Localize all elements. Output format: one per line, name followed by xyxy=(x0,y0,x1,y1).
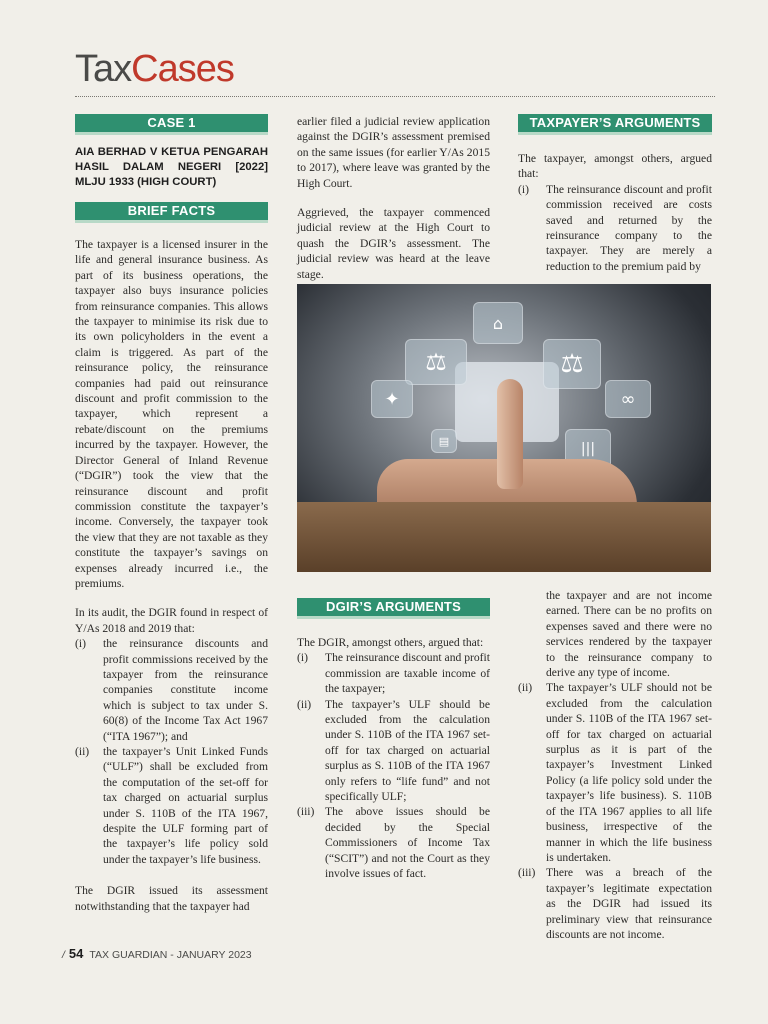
column-1 xyxy=(75,114,268,914)
finger-shape xyxy=(497,379,523,489)
audit-intro-paragraph: In its audit, the DGIR found in respect of Y/As 2018 and 2019 that: xyxy=(75,606,268,635)
audit-findings-list xyxy=(75,636,268,867)
section-title xyxy=(75,50,234,88)
desk-shape xyxy=(297,502,711,572)
scales-icon: ⚖ xyxy=(543,339,601,389)
argument-continuation: the taxpayer and are not income earned. There can be no profits on expenses saved and there were no services rendered by the taxpayer to the reinsurance company to derive any type of income. xyxy=(546,589,712,680)
aggrieved-paragraph: Aggrieved, the taxpayer commenced judicial review at the High Court to quash the DGIR’s assessment. The judicial review was heard at the leave stage. xyxy=(297,206,490,281)
page-footer xyxy=(62,946,252,961)
page-number: 54 xyxy=(68,946,84,961)
dgir-arguments-list xyxy=(297,650,490,881)
column-3-bottom xyxy=(518,588,712,942)
publication-name: TAX GUARDIAN - JANUARY 2023 xyxy=(89,949,252,961)
column-2-bottom xyxy=(297,598,490,882)
list-item: (ii) the taxpayer’s Unit Linked Funds (“ULF”) shall be excluded from the computation of the set-off for tax charged on actuarial surplus under S. 110B of the ITA 1967, despite the ULF forming part of the taxpayer’s life policy sold under the taxpayer’s life business. xyxy=(75,745,268,866)
document-icon: ▤ xyxy=(431,429,457,453)
list-item: (iii) The above issues should be decided by the Special Commissioners of Income Tax (“SCIT”) and not the Court as they involve issues of fact. xyxy=(297,805,490,881)
list-item: (iii) There was a breach of the taxpayer’s legitimate expectation as the DGIR had issued its preliminary view that reinsurance discounts are not income. xyxy=(518,866,712,941)
brief-facts-paragraph: The taxpayer is a licensed insurer in the life and general insurance business. As part of its business operations, the taxpayer also buys insurance policies from reinsurance companies. This allows the taxpayer to minimise its risk due to its own policyholders in the event a claim is triggered. As part of the reinsurance policy, the reinsurance companies had paid out reinsurance discount and profit commission to the taxpayer, which represent a rebate/discount on the premiums incurred by the taxpayer. However, the Director General of Inland Revenue (“DGIR”) took the view that the reinsurance discount and profit commission constitute the taxpayer’s income. Conversely, the taxpayer took the view that they are not taxable as they constitute the taxpayer’s savings on expenses already incurred i.e., the premiums. xyxy=(75,238,268,590)
list-item: (i) The reinsurance discount and profit commission are taxable income of the taxpayer; xyxy=(297,651,490,696)
dgir-arguments-banner: DGIR’S ARGUMENTS xyxy=(297,598,490,619)
header-rule xyxy=(75,96,715,97)
building-icon: ⌂ xyxy=(473,302,523,344)
assessment-paragraph: The DGIR issued its assessment notwithstanding that the taxpayer had xyxy=(75,884,268,913)
handcuffs-icon: ∞ xyxy=(605,380,651,418)
dgir-intro-paragraph: The DGIR, amongst others, argued that: xyxy=(297,636,484,649)
list-item: (ii) The taxpayer’s ULF should be excluded from the calculation under S. 110B of the ITA 1967 set-off for tax charged on actuarial surplus as S. 110B of the ITA 1967 only refers to “life fund” and not specifically ULF; xyxy=(297,697,490,804)
taxpayer-arguments-list-top xyxy=(518,182,712,274)
case-title: AIA BERHAD V KETUA PENGARAH HASIL DALAM NEGERI [2022] MLJU 1933 (HIGH COURT) xyxy=(75,146,268,188)
taxpayer-arguments-list-bottom xyxy=(518,680,712,942)
column-2-top xyxy=(297,114,490,282)
barcode-icon: ||| xyxy=(565,429,611,469)
taxpayer-arguments-banner: TAXPAYER’S ARGUMENTS xyxy=(518,114,712,135)
case-banner: CASE 1 xyxy=(75,114,268,135)
footer-slash: / xyxy=(62,949,65,961)
gavel-icon: ⚖ xyxy=(405,339,467,385)
list-item: (i) The reinsurance discount and profit commission received are costs saved and returned by the reinsurance company to the taxpayer. They are merely a reduction to the premium paid by xyxy=(518,182,712,273)
section-title-word2: Cases xyxy=(131,48,234,90)
list-item: (ii) The taxpayer’s ULF should not be excluded from the calculation under S. 110B of the ITA 1967 set-off for tax charged on actuarial surplus as it is part of the taxpayer’s Investment Linked Policy (a life policy sold under the taxpayer’s life business). S. 110B of the ITA 1967 applies to all life business, irrespective of the manner in which the life business is undertaken. xyxy=(518,681,712,864)
section-title-word1: Tax xyxy=(75,48,132,90)
taxpayer-intro-paragraph: The taxpayer, amongst others, argued that: xyxy=(518,152,712,181)
legal-tech-photo xyxy=(297,284,711,572)
list-item: (i) the reinsurance discounts and profit commissions received by the taxpayer from the reinsurance companies constitute income which is subject to tax under S. 60(8) of the Income Tax Act 1967 (“ITA 1967”); and xyxy=(75,637,268,743)
column-3-top xyxy=(518,114,712,274)
brief-facts-banner: BRIEF FACTS xyxy=(75,202,268,223)
judicial-review-paragraph: earlier filed a judicial review application against the DGIR’s assessment premised on the same issues (for earlier Y/As 2015 to 2017), where leave was granted by the High Court. xyxy=(297,115,490,190)
pistol-icon: ✦ xyxy=(371,380,413,418)
